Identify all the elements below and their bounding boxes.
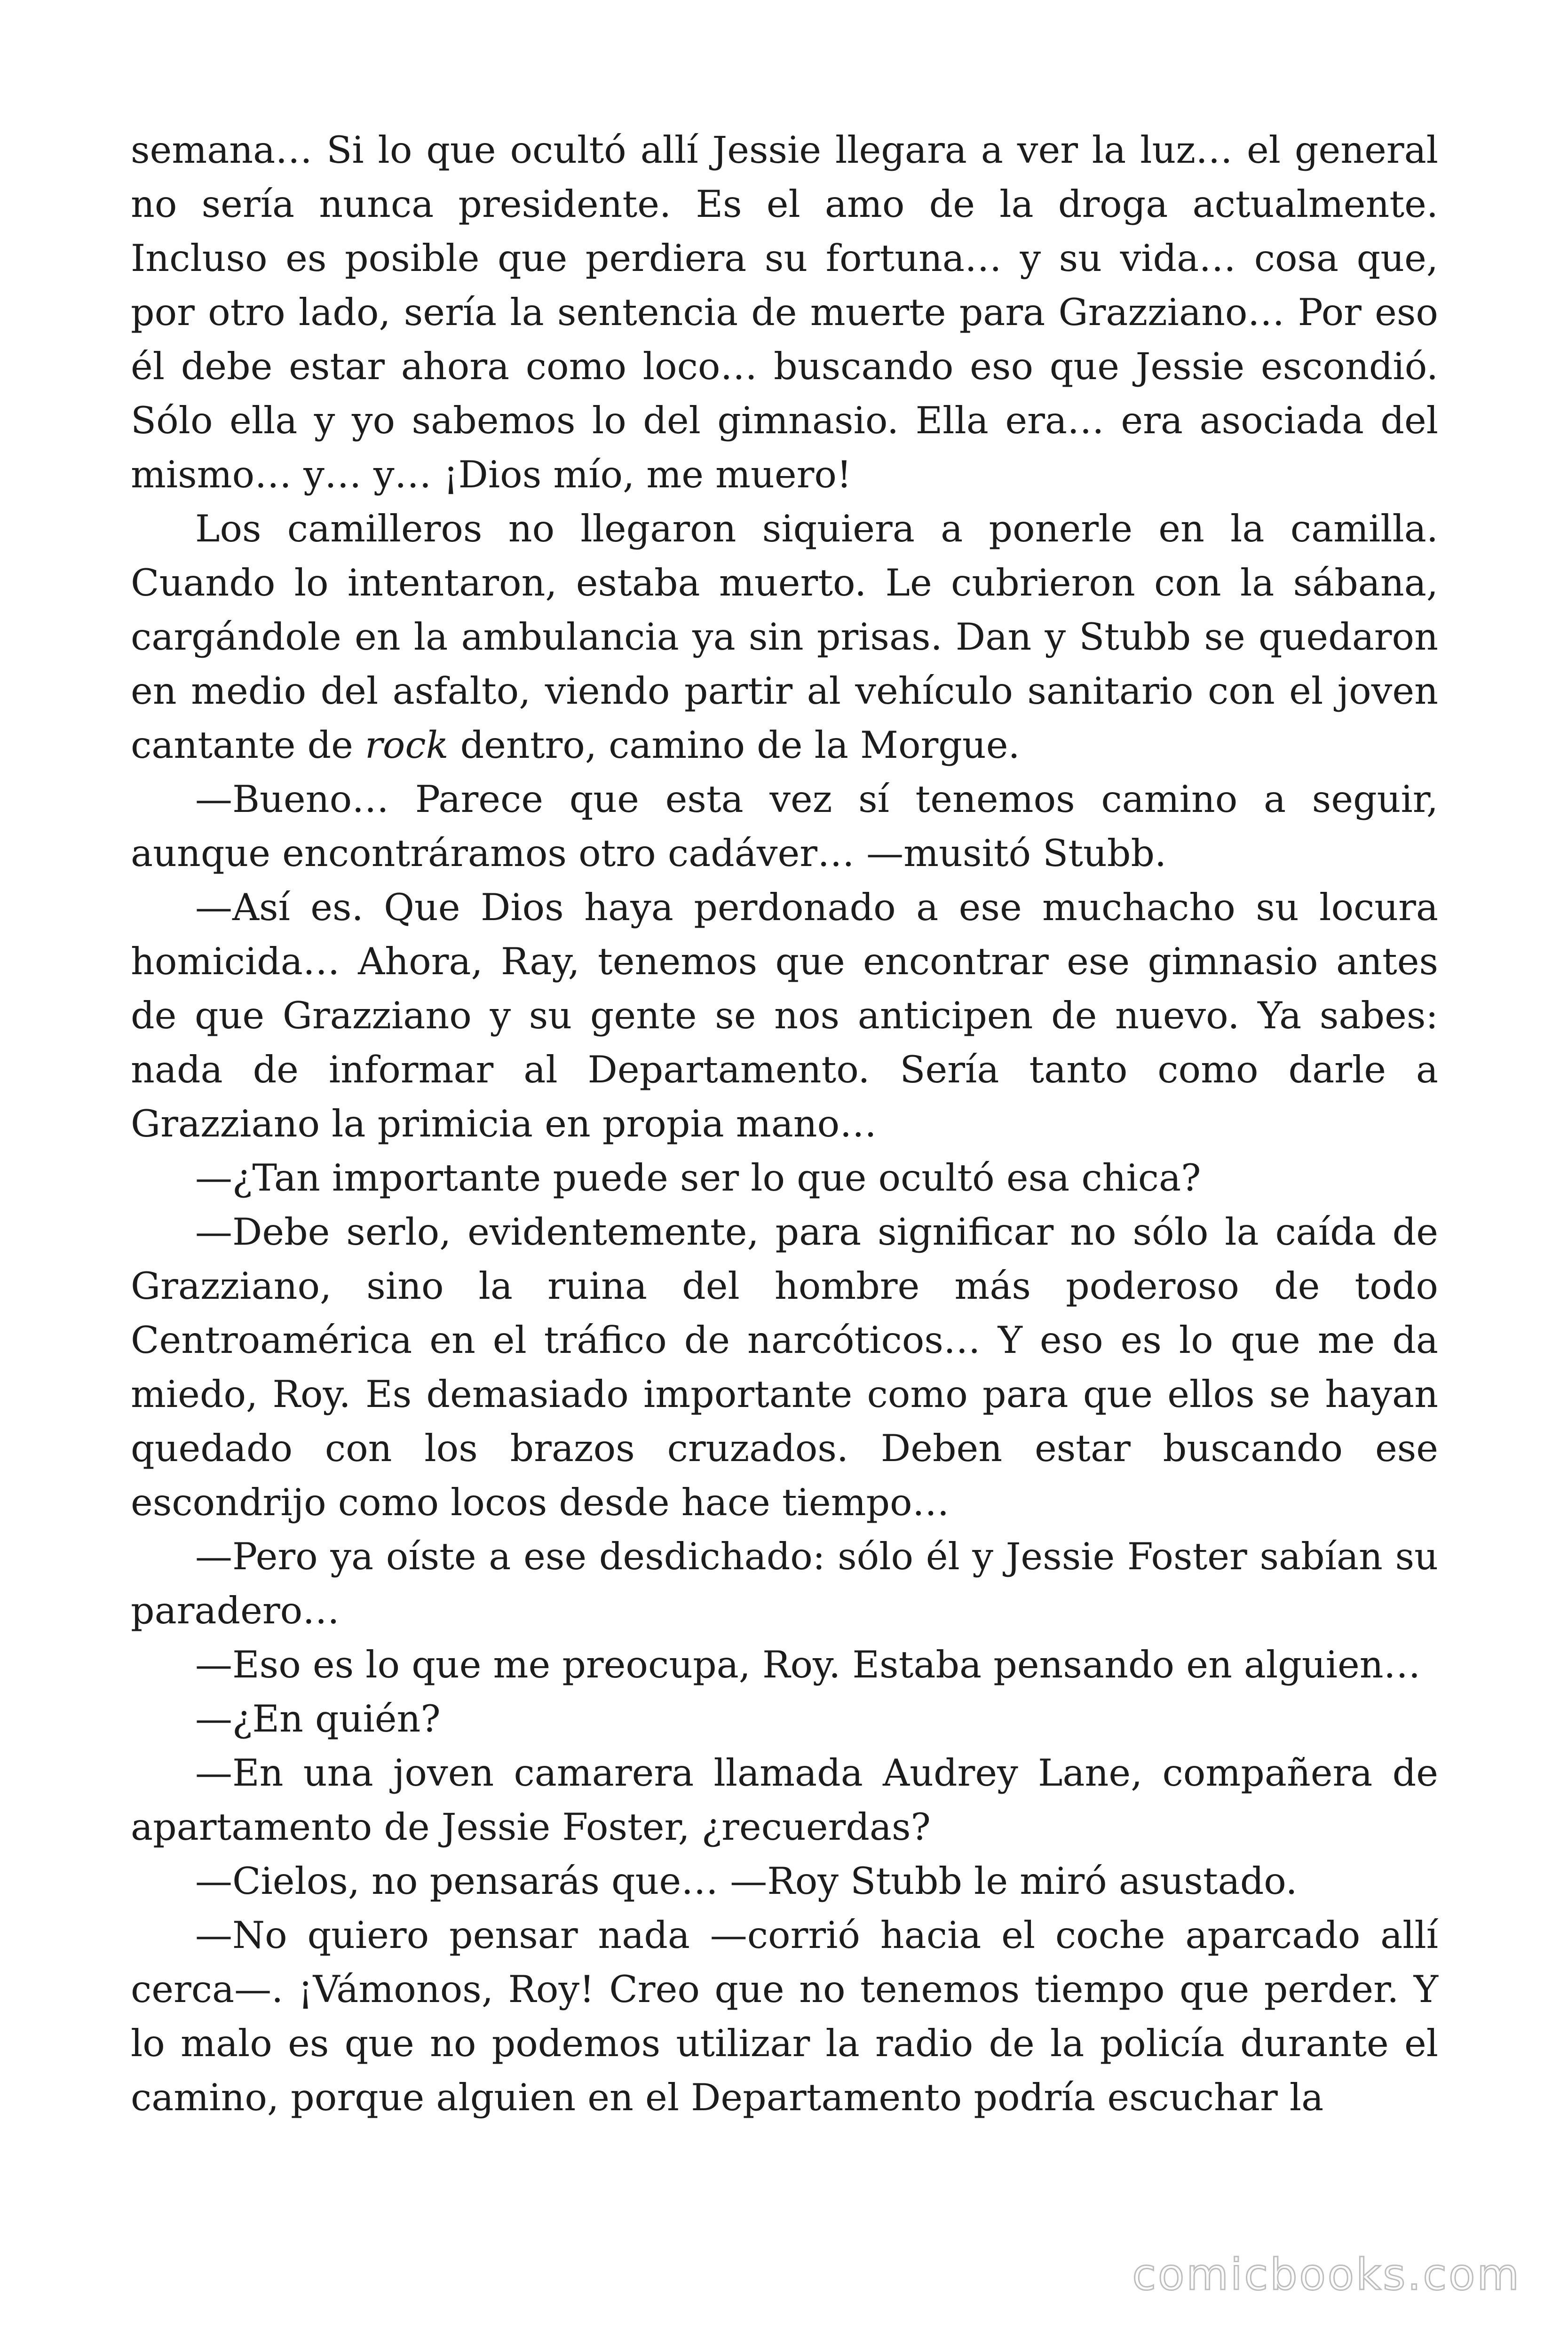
paragraph: semana… Si lo que ocultó allí Jessie llegara a ver la luz… el general no sería nunca presidente. Es el amo de la droga actualmente. Incluso es posible que perdiera su fortuna… y su vida… cosa que, por otro lado, sería la sentencia de muerte para Grazziano… Por eso él debe estar ahora como loco… buscando eso que Jessie escondió. Sólo ella y yo sabemos lo del gimnasio. Ella era… era asociada del mismo… y… y… ¡Dios mío, me muero! bbox=[131, 128, 1438, 496]
paragraph: —Cielos, no pensarás que… —Roy Stubb le miró asustado. bbox=[195, 1859, 1298, 1903]
paragraph: —No quiero pensar nada —corrió hacia el coche aparcado allí cerca—. ¡Vámonos, Roy! Creo que no tenemos tiempo que perder. Y lo malo es que no podemos utilizar la radio de la policía durante el camino, porque alguien en el Departamento podría escuchar la bbox=[131, 1914, 1438, 2119]
book-page-text bbox=[131, 123, 1438, 2125]
paragraph: —¿Tan importante puede ser lo que ocultó esa chica? bbox=[195, 1156, 1201, 1200]
paragraph: —En una joven camarera llamada Audrey Lane, compañera de apartamento de Jessie Foster, ¿recuerdas? bbox=[131, 1751, 1438, 1849]
paragraph-text: Los camilleros no llegaron siquiera a ponerle en la camilla. Cuando lo intentaron, estaba muerto. Le cubrieron con la sábana, cargándole en la ambulancia ya sin prisas. Dan y Stubb se quedaron en medio del asfalto, viendo partir al vehículo sanitario con el joven cantante de bbox=[131, 507, 1438, 767]
paragraph: —Bueno… Parece que esta vez sí tenemos camino a seguir, aunque encontráramos otro cadáver… —musitó Stubb. bbox=[131, 778, 1438, 875]
paragraph: —Debe serlo, evidentemente, para significar no sólo la caída de Grazziano, sino la ruina del hombre más poderoso de todo Centroamérica en el tráfico de narcóticos… Y eso es lo que me da miedo, Roy. Es demasiado importante como para que ellos se hayan quedado con los brazos cruzados. Deben estar buscando ese escondrijo como locos desde hace tiempo… bbox=[131, 1210, 1438, 1524]
italic-word: rock bbox=[365, 723, 449, 767]
paragraph-text-continued: dentro, camino de la Morgue. bbox=[448, 723, 1020, 767]
paragraph: —Pero ya oíste a ese desdichado: sólo él y Jessie Foster sabían su paradero… bbox=[131, 1535, 1438, 1632]
watermark-logo: comicbooks.com bbox=[1132, 2249, 1521, 2300]
paragraph bbox=[131, 502, 1438, 772]
paragraph: —Así es. Que Dios haya perdonado a ese muchacho su locura homicida… Ahora, Ray, tenemos que encontrar ese gimnasio antes de que Grazziano y su gente se nos anticipen de nuevo. Ya sabes: nada de informar al Departamento. Sería tanto como darle a Grazziano la primicia en propia mano… bbox=[131, 886, 1438, 1145]
paragraph: —¿En quién? bbox=[195, 1697, 441, 1740]
paragraph: —Eso es lo que me preocupa, Roy. Estaba pensando en alguien… bbox=[195, 1643, 1421, 1686]
